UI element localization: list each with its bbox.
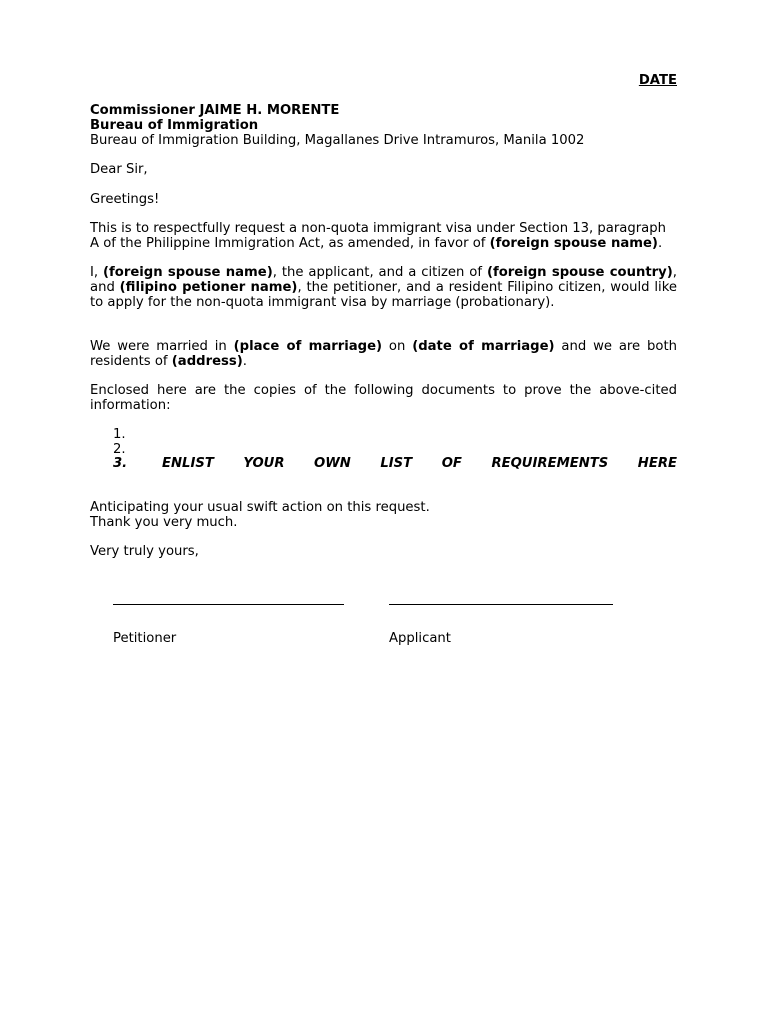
closing-line-1: Anticipating your usual swift action on this request.: [90, 500, 430, 515]
requirements-word: ENLIST: [162, 456, 214, 471]
recipient-name: Commissioner JAIME H. MORENTE: [90, 103, 340, 118]
request-paragraph: [90, 221, 677, 251]
requirements-word: OF: [441, 456, 462, 471]
recipient-address: Bureau of Immigration Building, Magallanes Drive Intramuros, Manila 1002: [90, 133, 585, 148]
applicant-foreign-spouse-name: (foreign spouse name): [103, 265, 273, 280]
requirements-word: HERE: [637, 456, 677, 471]
marriage-text-1: We were married in: [90, 339, 234, 354]
applicant-petitioner-name: (filipino petioner name): [119, 280, 298, 295]
applicant-paragraph: [90, 265, 677, 310]
list-item-1: 1.: [113, 427, 126, 442]
recipient-block: [90, 103, 677, 148]
list-item-2: 2.: [113, 442, 126, 457]
greeting: Greetings!: [90, 192, 160, 207]
request-text-1: This is to respectfully request a non-quota immigrant visa under Section 13, paragraph A of the Philippine Immigration Act, as amended, in favor of: [90, 221, 666, 251]
closing-block: [90, 500, 677, 530]
marriage-text-3: and we are both residents of: [90, 339, 677, 369]
request-foreign-spouse-name: (foreign spouse name): [489, 236, 658, 251]
applicant-foreign-spouse-country: (foreign spouse country): [486, 265, 673, 280]
marriage-address: (address): [171, 354, 243, 369]
applicant-text-3: , and: [90, 265, 677, 295]
requirements-word: YOUR: [243, 456, 285, 471]
requirements-word: REQUIREMENTS: [491, 456, 609, 471]
applicant-text-1: I,: [90, 265, 103, 280]
applicant-text-2: , the applicant, and a citizen of: [272, 265, 487, 280]
applicant-label: Applicant: [389, 631, 451, 646]
request-text-2: .: [657, 236, 663, 251]
recipient-office: Bureau of Immigration: [90, 118, 259, 133]
enclosed-paragraph: Enclosed here are the copies of the following documents to prove the above-cited information:: [90, 383, 677, 413]
requirements-word: LIST: [380, 456, 413, 471]
marriage-paragraph: [90, 339, 677, 369]
marriage-place: (place of marriage): [233, 339, 383, 354]
salutation: Dear Sir,: [90, 162, 148, 177]
marriage-text-2: on: [382, 339, 413, 354]
petitioner-signature-line: [113, 604, 344, 605]
marriage-text-4: .: [242, 354, 247, 369]
list-item-3-number: 3.: [113, 456, 128, 471]
requirements-word: OWN: [314, 456, 351, 471]
date-heading: DATE: [638, 73, 677, 88]
applicant-signature-line: [389, 604, 613, 605]
petitioner-label: Petitioner: [113, 631, 177, 646]
sign-off: Very truly yours,: [90, 544, 199, 559]
requirements-text: [162, 456, 677, 471]
marriage-date: (date of marriage): [412, 339, 555, 354]
closing-line-2: Thank you very much.: [90, 515, 238, 530]
applicant-text-4: , the petitioner, and a resident Filipino citizen, would like to apply for the non-quota immigrant visa by marriage (probationary).: [90, 280, 677, 310]
